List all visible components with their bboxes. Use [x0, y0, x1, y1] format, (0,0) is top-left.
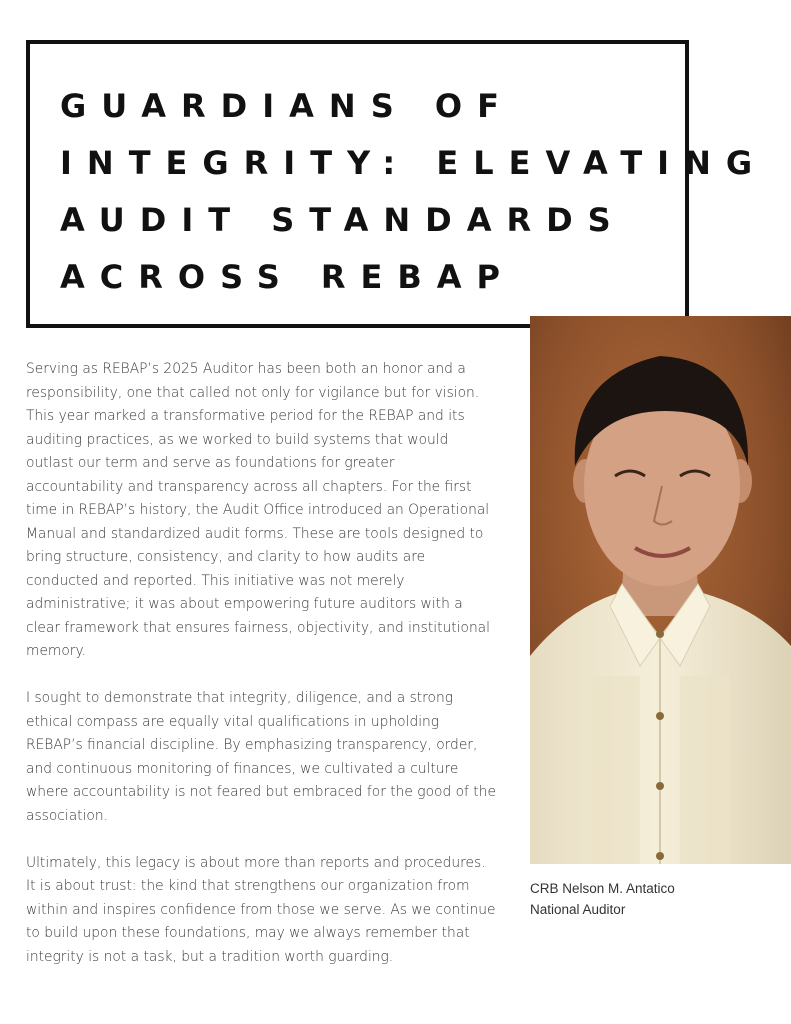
shirt-button — [656, 782, 664, 790]
title-line-1: GUARDIANS OF — [60, 87, 514, 125]
portrait-illustration — [530, 316, 791, 864]
paragraph-1: Serving as REBAP’s 2025 Auditor has been both an honor and a responsibility, one that called not only for vigilance but for vision. This year marked a transformative period for the REBAP and its auditing practices, as we worked to build systems that would outlast our term and serve as foundations for greater accountability and transparency across all chapters. For the first time in REBAP’s history, the Audit Office introduced an Operational Manual and standardized audit forms. These are tools designed to bring structure, consistency, and clarity to how audits are conducted and reported. This initiative was not merely administrative; it was about empowering future auditors with a clear framework that ensures fairness, objectivity, and institutional memory. — [26, 361, 490, 659]
embroidery-right — [680, 676, 730, 864]
title-box — [26, 40, 768, 328]
paragraph-2: I sought to demonstrate that integrity, diligence, and a strong ethical compass are equally vital qualifications in upholding REBAP’s financial discipline. By emphasizing transparency, order, and continuous monitoring of finances, we cultivated a culture where accountability is not feared but embraced for the good of the association. — [26, 690, 496, 824]
shirt-button — [656, 630, 664, 638]
caption-role: National Auditor — [530, 902, 626, 917]
photo-caption — [530, 878, 780, 920]
embroidery-left — [590, 676, 640, 864]
shirt-button — [656, 852, 664, 860]
portrait-photo — [530, 316, 791, 864]
title-line-3: AUDIT STANDARDS — [60, 201, 626, 239]
article-body — [26, 358, 496, 993]
title-line-2: INTEGRITY: ELEVATING — [60, 144, 768, 182]
shirt-button — [656, 712, 664, 720]
title-line-4: ACROSS REBAP — [60, 258, 515, 296]
caption-name: CRB Nelson M. Antatico — [530, 881, 675, 896]
paragraph-3: Ultimately, this legacy is about more than reports and procedures. It is about trust: the kind that strengthens our organization from within and inspires confidence from those we serve. As we continue to build upon these foundations, may we always remember that integrity is not a task, but a tradition worth guarding. — [26, 854, 496, 965]
